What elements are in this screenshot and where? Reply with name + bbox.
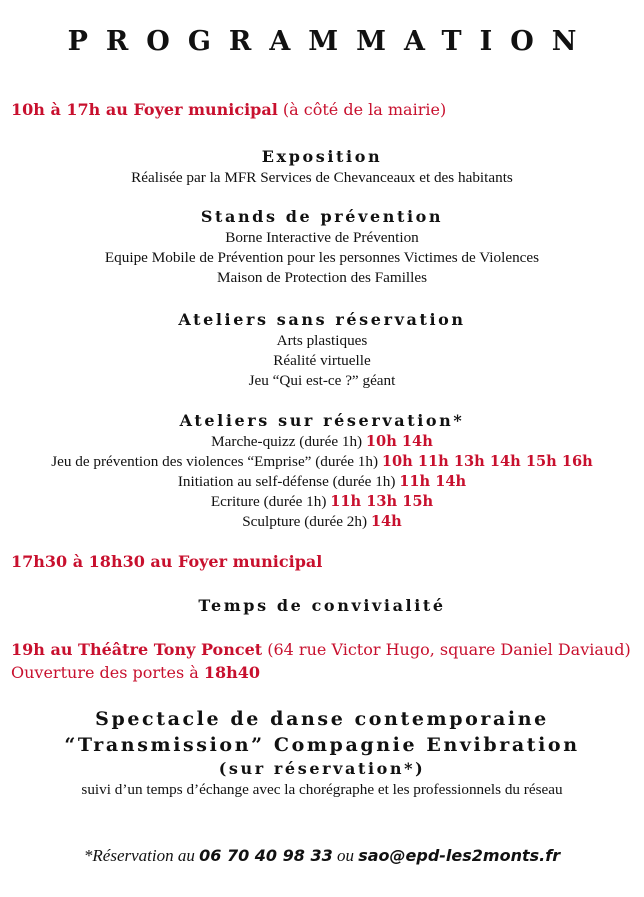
atelier-row <box>0 472 644 492</box>
atelier-label: Ecriture (durée 1h) <box>210 493 331 510</box>
time-slot-morning <box>11 100 446 119</box>
footer-email[interactable]: sao@epd-les2monts.fr <box>358 846 561 865</box>
section-stands <box>0 206 644 288</box>
atelier-label: Jeu de prévention des violences “Emprise” (durée 1h) <box>51 453 382 470</box>
reservation-footer <box>0 846 644 866</box>
footer-middle: ou <box>332 846 359 865</box>
section-heading-ateliers-libres: Ateliers sans réservation <box>178 310 466 329</box>
atelier-row <box>0 492 644 512</box>
atelier-label: Sculpture (durée 2h) <box>242 513 371 530</box>
doors-opening <box>11 663 260 682</box>
time-slot-morning-main: 10h à 17h au Foyer municipal <box>11 100 278 119</box>
time-slot-evening-main: 19h au Théâtre Tony Poncet <box>11 640 263 659</box>
spectacle-followup: suivi d’un temps d’échange avec la chorégraphe et les professionnels du réseau <box>81 781 563 798</box>
list-item: Réalité virtuelle <box>273 352 371 369</box>
atelier-label: Initiation au self-défense (durée 1h) <box>177 473 400 490</box>
section-exposition <box>0 146 644 188</box>
section-ateliers-libres <box>0 309 644 391</box>
time-slot-evening <box>11 640 631 659</box>
time-slot-morning-detail: (à côté de la mairie) <box>277 100 447 119</box>
atelier-row <box>0 452 644 472</box>
spectacle-reservation-note: (sur réservation*) <box>218 759 426 778</box>
list-item: Réalisée par la MFR Services de Chevanceaux et des habitants <box>131 169 513 186</box>
section-heading-stands: Stands de prévention <box>200 207 444 226</box>
list-item: Jeu “Qui est-ce ?” géant <box>248 372 396 389</box>
atelier-row <box>0 512 644 532</box>
list-item: Arts plastiques <box>276 332 368 349</box>
list-item: Maison de Protection des Familles <box>216 269 428 286</box>
section-convivialite <box>0 595 644 617</box>
atelier-times: 11h 13h 15h <box>330 493 434 510</box>
atelier-times: 10h 11h 13h 14h 15h 16h <box>381 453 593 470</box>
spectacle-company: “Transmission” Compagnie Envibration <box>64 734 580 756</box>
atelier-row <box>0 432 644 452</box>
footer-phone[interactable]: 06 70 40 98 33 <box>199 846 333 865</box>
section-spectacle <box>0 706 644 800</box>
atelier-times: 14h <box>370 513 402 530</box>
doors-opening-time: 18h40 <box>203 663 261 682</box>
doors-opening-label: Ouverture des portes à <box>11 663 204 682</box>
section-heading-exposition: Exposition <box>261 147 383 166</box>
time-slot-evening-detail: (64 rue Victor Hugo, square Daniel Daviaud) <box>262 640 631 659</box>
footer-prefix: *Réservation au <box>83 846 200 865</box>
section-heading-ateliers-reservation: Ateliers sur réservation* <box>179 411 465 430</box>
page-title: PROGRAMMATION <box>67 26 595 57</box>
atelier-times: 11h 14h <box>399 473 467 490</box>
time-slot-afternoon: 17h30 à 18h30 au Foyer municipal <box>11 552 323 571</box>
spectacle-title: Spectacle de danse contemporaine <box>95 708 549 730</box>
list-item: Equipe Mobile de Prévention pour les personnes Victimes de Violences <box>104 249 540 266</box>
section-heading-convivialite: Temps de convivialité <box>198 596 446 615</box>
list-item: Borne Interactive de Prévention <box>225 229 419 246</box>
atelier-label: Marche-quizz (durée 1h) <box>211 433 366 450</box>
atelier-times: 10h 14h <box>365 433 433 450</box>
section-ateliers-reservation <box>0 410 644 532</box>
